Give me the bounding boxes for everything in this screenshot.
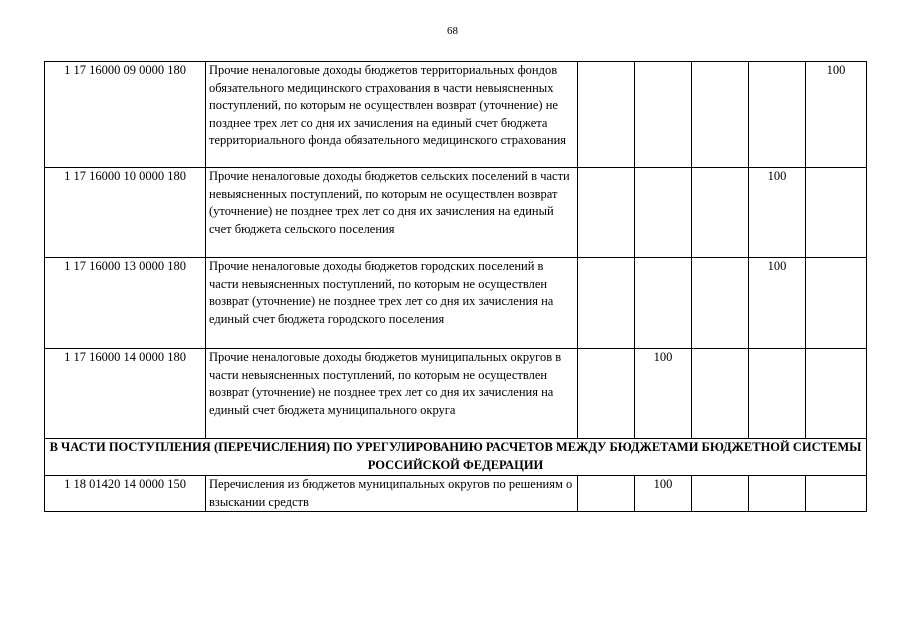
revenue-code: 1 17 16000 10 0000 180 bbox=[45, 168, 206, 258]
section-heading: В ЧАСТИ ПОСТУПЛЕНИЯ (ПЕРЕЧИСЛЕНИЯ) ПО УРЕГУЛИРОВАНИЮ РАСЧЕТОВ МЕЖДУ БЮДЖЕТАМИ БЮДЖЕТНОЙ СИСТЕМЫ РОССИЙСКОЙ ФЕДЕРАЦИИ bbox=[45, 439, 867, 476]
value-cell bbox=[578, 258, 635, 349]
value-cell bbox=[578, 349, 635, 439]
revenue-description: Прочие неналоговые доходы бюджетов территориальных фондов обязательного медицинского страхования в части невыясненных поступлений, по которым не осуществлен возврат (уточнение) не позднее трех лет со дня их зачисления на единый счет бюджета территориального фонда обязательного медицинского страхования bbox=[206, 62, 578, 168]
value-cell bbox=[635, 62, 692, 168]
value-cell: 100 bbox=[749, 168, 806, 258]
value-cell bbox=[692, 349, 749, 439]
table-row bbox=[45, 168, 867, 258]
revenue-description: Прочие неналоговые доходы бюджетов муниципальных округов в части невыясненных поступлений, по которым не осуществлен возврат (уточнение) не позднее трех лет со дня их зачисления на единый счет бюджета муниципального округа bbox=[206, 349, 578, 439]
revenue-description: Перечисления из бюджетов муниципальных округов по решениям о взыскании средств bbox=[206, 476, 578, 512]
value-cell: 100 bbox=[749, 258, 806, 349]
value-cell bbox=[749, 476, 806, 512]
revenue-code: 1 17 16000 13 0000 180 bbox=[45, 258, 206, 349]
table-row bbox=[45, 349, 867, 439]
value-cell bbox=[635, 258, 692, 349]
value-cell: 100 bbox=[806, 62, 867, 168]
value-cell bbox=[806, 349, 867, 439]
value-cell bbox=[692, 258, 749, 349]
value-cell bbox=[692, 476, 749, 512]
value-cell bbox=[749, 349, 806, 439]
table-row bbox=[45, 62, 867, 168]
value-cell: 100 bbox=[635, 476, 692, 512]
value-cell bbox=[635, 168, 692, 258]
section-heading-row bbox=[45, 439, 867, 476]
revenue-description: Прочие неналоговые доходы бюджетов городских поселений в части невыясненных поступлений, по которым не осуществлен возврат (уточнение) не позднее трех лет со дня их зачисления на единый счет бюджета городского поселения bbox=[206, 258, 578, 349]
value-cell bbox=[578, 476, 635, 512]
value-cell bbox=[806, 168, 867, 258]
value-cell bbox=[692, 168, 749, 258]
value-cell bbox=[806, 476, 867, 512]
value-cell: 100 bbox=[635, 349, 692, 439]
revenue-description: Прочие неналоговые доходы бюджетов сельских поселений в части невыясненных поступлений, по которым не осуществлен возврат (уточнение) не позднее трех лет со дня их зачисления на единый счет бюджета сельского поселения bbox=[206, 168, 578, 258]
value-cell bbox=[692, 62, 749, 168]
revenue-code: 1 17 16000 09 0000 180 bbox=[45, 62, 206, 168]
revenue-code: 1 17 16000 14 0000 180 bbox=[45, 349, 206, 439]
page-number: 68 bbox=[447, 25, 458, 37]
table-row bbox=[45, 476, 867, 512]
table-row bbox=[45, 258, 867, 349]
value-cell bbox=[578, 62, 635, 168]
value-cell bbox=[578, 168, 635, 258]
value-cell bbox=[749, 62, 806, 168]
value-cell bbox=[806, 258, 867, 349]
revenue-code: 1 18 01420 14 0000 150 bbox=[45, 476, 206, 512]
budget-revenue-table bbox=[44, 61, 867, 512]
